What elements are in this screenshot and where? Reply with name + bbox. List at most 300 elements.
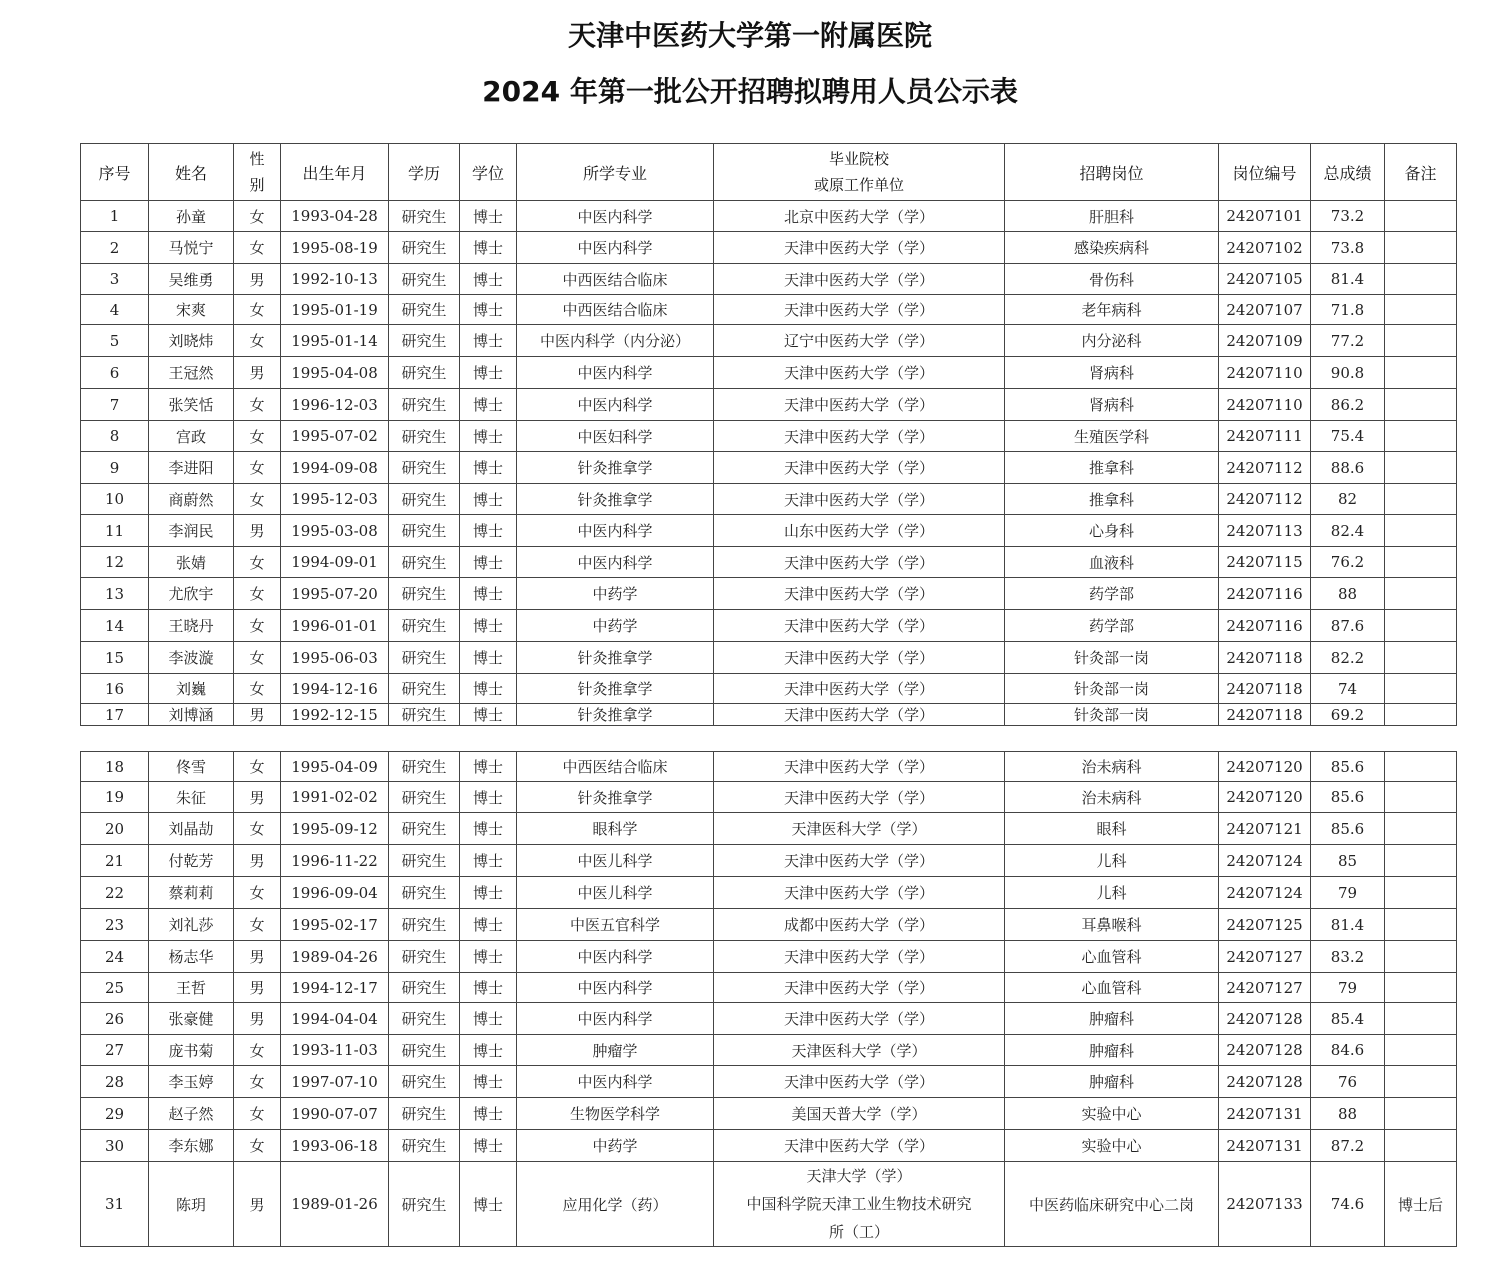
cell-score: 85.6 — [1311, 782, 1385, 813]
cell-score: 81.4 — [1311, 264, 1385, 295]
cell-degree: 博士 — [460, 909, 517, 941]
cell-school: 天津中医药大学（学） — [714, 973, 1005, 1003]
cell-gender: 男 — [234, 515, 281, 547]
cell-score: 85.6 — [1311, 752, 1385, 782]
cell-gender: 女 — [234, 421, 281, 452]
table-row — [81, 578, 1457, 610]
cell-school: 天津中医药大学（学） — [714, 264, 1005, 295]
cell-birth: 1995-02-17 — [281, 909, 389, 941]
cell-position: 针灸部一岗 — [1005, 642, 1219, 674]
table-row — [81, 782, 1457, 813]
cell-major: 生物医学科学 — [517, 1098, 714, 1130]
cell-degree: 博士 — [460, 201, 517, 232]
cell-score: 74 — [1311, 674, 1385, 704]
cell-education: 研究生 — [389, 1130, 460, 1162]
cell-education: 研究生 — [389, 642, 460, 674]
cell-birth: 1996-09-04 — [281, 877, 389, 909]
cell-code: 24207116 — [1219, 610, 1311, 642]
cell-major: 中药学 — [517, 578, 714, 610]
cell-degree: 博士 — [460, 325, 517, 357]
cell-code: 24207115 — [1219, 547, 1311, 578]
cell-note — [1385, 752, 1457, 782]
cell-name: 付乾芳 — [149, 845, 234, 877]
cell-school: 天津中医药大学（学） — [714, 704, 1005, 726]
cell-score: 88 — [1311, 578, 1385, 610]
cell-position: 儿科 — [1005, 877, 1219, 909]
cell-seq: 19 — [81, 782, 149, 813]
cell-birth: 1995-07-20 — [281, 578, 389, 610]
header-school-line1: 毕业院校 — [828, 150, 889, 168]
cell-name: 刘巍 — [149, 674, 234, 704]
cell-education: 研究生 — [389, 909, 460, 941]
cell-position: 感染疾病科 — [1005, 232, 1219, 264]
cell-note — [1385, 578, 1457, 610]
cell-major: 中药学 — [517, 610, 714, 642]
cell-gender: 女 — [234, 578, 281, 610]
cell-note — [1385, 973, 1457, 1003]
cell-code: 24207107 — [1219, 295, 1311, 325]
cell-seq: 4 — [81, 295, 149, 325]
cell-birth: 1993-11-03 — [281, 1035, 389, 1066]
cell-note — [1385, 295, 1457, 325]
cell-birth: 1993-06-18 — [281, 1130, 389, 1162]
cell-birth: 1995-12-03 — [281, 484, 389, 515]
cell-seq: 10 — [81, 484, 149, 515]
cell-name: 商蔚然 — [149, 484, 234, 515]
cell-seq: 14 — [81, 610, 149, 642]
cell-note — [1385, 232, 1457, 264]
header-gender-line1: 性 — [249, 150, 265, 168]
cell-score: 79 — [1311, 877, 1385, 909]
cell-seq: 12 — [81, 547, 149, 578]
cell-score: 75.4 — [1311, 421, 1385, 452]
cell-birth: 1995-04-09 — [281, 752, 389, 782]
page-title: 天津中医药大学第一附属医院 — [567, 19, 932, 52]
cell-gender: 女 — [234, 1130, 281, 1162]
cell-note — [1385, 421, 1457, 452]
cell-name: 刘晓炜 — [149, 325, 234, 357]
cell-note — [1385, 357, 1457, 389]
cell-position: 推拿科 — [1005, 452, 1219, 484]
cell-education: 研究生 — [389, 1035, 460, 1066]
cell-major: 针灸推拿学 — [517, 452, 714, 484]
cell-score: 69.2 — [1311, 704, 1385, 726]
cell-seq: 30 — [81, 1130, 149, 1162]
cell-code: 24207112 — [1219, 452, 1311, 484]
cell-birth: 1994-12-17 — [281, 973, 389, 1003]
cell-seq: 1 — [81, 201, 149, 232]
cell-seq: 26 — [81, 1003, 149, 1035]
cell-position: 心血管科 — [1005, 941, 1219, 973]
cell-gender: 女 — [234, 642, 281, 674]
cell-code: 24207101 — [1219, 201, 1311, 232]
cell-education: 研究生 — [389, 484, 460, 515]
cell-position: 耳鼻喉科 — [1005, 909, 1219, 941]
cell-gender: 女 — [234, 813, 281, 845]
cell-gender: 男 — [234, 782, 281, 813]
header-education: 学历 — [389, 144, 460, 201]
cell-code: 24207127 — [1219, 973, 1311, 1003]
cell-school: 山东中医药大学（学） — [714, 515, 1005, 547]
cell-education: 研究生 — [389, 515, 460, 547]
cell-name: 吴维勇 — [149, 264, 234, 295]
cell-note — [1385, 877, 1457, 909]
cell-major: 应用化学（药） — [517, 1162, 714, 1247]
cell-name: 杨志华 — [149, 941, 234, 973]
cell-school: 天津中医药大学（学） — [714, 877, 1005, 909]
table-row — [81, 295, 1457, 325]
cell-degree: 博士 — [460, 704, 517, 726]
cell-position: 肿瘤科 — [1005, 1066, 1219, 1098]
cell-name: 李波漩 — [149, 642, 234, 674]
cell-position: 针灸部一岗 — [1005, 704, 1219, 726]
cell-gender: 女 — [234, 389, 281, 421]
cell-education: 研究生 — [389, 325, 460, 357]
cell-seq: 29 — [81, 1098, 149, 1130]
cell-position: 肾病科 — [1005, 357, 1219, 389]
cell-school: 天津中医药大学（学） — [714, 1130, 1005, 1162]
cell-code: 24207112 — [1219, 484, 1311, 515]
cell-school: 天津中医药大学（学） — [714, 452, 1005, 484]
cell-seq: 9 — [81, 452, 149, 484]
cell-note — [1385, 484, 1457, 515]
cell-school: 天津中医药大学（学） — [714, 357, 1005, 389]
table-row — [81, 547, 1457, 578]
cell-major: 中药学 — [517, 1130, 714, 1162]
table-row — [81, 1035, 1457, 1066]
cell-score: 85.4 — [1311, 1003, 1385, 1035]
cell-seq: 7 — [81, 389, 149, 421]
cell-major: 眼科学 — [517, 813, 714, 845]
cell-gender: 男 — [234, 357, 281, 389]
cell-score: 76.2 — [1311, 547, 1385, 578]
cell-education: 研究生 — [389, 941, 460, 973]
table-row — [81, 1162, 1457, 1247]
cell-gender: 女 — [234, 1098, 281, 1130]
cell-seq: 24 — [81, 941, 149, 973]
roster-table-part1 — [80, 143, 1457, 726]
cell-position: 实验中心 — [1005, 1098, 1219, 1130]
cell-name: 孙童 — [149, 201, 234, 232]
cell-degree: 博士 — [460, 578, 517, 610]
cell-seq: 17 — [81, 704, 149, 726]
cell-major: 中医内科学 — [517, 389, 714, 421]
cell-code: 24207121 — [1219, 813, 1311, 845]
cell-major: 中医内科学 — [517, 232, 714, 264]
cell-seq: 25 — [81, 973, 149, 1003]
cell-birth: 1993-04-28 — [281, 201, 389, 232]
cell-code: 24207113 — [1219, 515, 1311, 547]
cell-education: 研究生 — [389, 674, 460, 704]
cell-major: 中医内科学 — [517, 1003, 714, 1035]
cell-position: 内分泌科 — [1005, 325, 1219, 357]
cell-birth: 1989-04-26 — [281, 941, 389, 973]
cell-major: 中医儿科学 — [517, 877, 714, 909]
table-row — [81, 704, 1457, 726]
cell-school: 天津中医药大学（学） — [714, 1066, 1005, 1098]
cell-score: 76 — [1311, 1066, 1385, 1098]
cell-name: 李进阳 — [149, 452, 234, 484]
cell-school: 天津中医药大学（学） — [714, 845, 1005, 877]
cell-school: 天津中医药大学（学） — [714, 941, 1005, 973]
cell-degree: 博士 — [460, 452, 517, 484]
cell-major: 针灸推拿学 — [517, 704, 714, 726]
table-row — [81, 909, 1457, 941]
cell-school: 成都中医药大学（学） — [714, 909, 1005, 941]
table-row — [81, 201, 1457, 232]
cell-note — [1385, 704, 1457, 726]
cell-education: 研究生 — [389, 232, 460, 264]
cell-code: 24207118 — [1219, 642, 1311, 674]
cell-seq: 20 — [81, 813, 149, 845]
table-row — [81, 264, 1457, 295]
cell-code: 24207127 — [1219, 941, 1311, 973]
cell-birth: 1994-09-08 — [281, 452, 389, 484]
cell-position: 治未病科 — [1005, 752, 1219, 782]
cell-major: 中医内科学 — [517, 547, 714, 578]
cell-seq: 31 — [81, 1162, 149, 1247]
cell-degree: 博士 — [460, 845, 517, 877]
cell-name: 刘晶劼 — [149, 813, 234, 845]
cell-education: 研究生 — [389, 264, 460, 295]
cell-education: 研究生 — [389, 389, 460, 421]
cell-school: 天津中医药大学（学） — [714, 421, 1005, 452]
cell-education: 研究生 — [389, 752, 460, 782]
header-name: 姓名 — [149, 144, 234, 201]
header-major: 所学专业 — [517, 144, 714, 201]
cell-note — [1385, 515, 1457, 547]
cell-gender: 女 — [234, 1035, 281, 1066]
header-gender-line2: 别 — [249, 176, 265, 194]
cell-birth: 1995-04-08 — [281, 357, 389, 389]
cell-score: 79 — [1311, 973, 1385, 1003]
cell-school: 天津中医药大学（学） — [714, 389, 1005, 421]
cell-major: 中西医结合临床 — [517, 295, 714, 325]
cell-score: 73.2 — [1311, 201, 1385, 232]
table-row — [81, 941, 1457, 973]
cell-birth: 1994-04-04 — [281, 1003, 389, 1035]
cell-note — [1385, 845, 1457, 877]
cell-birth: 1992-10-13 — [281, 264, 389, 295]
cell-code: 24207110 — [1219, 389, 1311, 421]
cell-degree: 博士 — [460, 973, 517, 1003]
cell-education: 研究生 — [389, 295, 460, 325]
cell-school: 天津中医药大学（学） — [714, 674, 1005, 704]
roster-table-part2 — [80, 751, 1457, 1247]
cell-gender: 女 — [234, 484, 281, 515]
cell-note — [1385, 1130, 1457, 1162]
cell-birth: 1995-07-02 — [281, 421, 389, 452]
table-row — [81, 1066, 1457, 1098]
table-header-row — [81, 144, 1457, 201]
table-row — [81, 642, 1457, 674]
cell-note — [1385, 264, 1457, 295]
header-gender — [234, 144, 281, 201]
table-row — [81, 1098, 1457, 1130]
school-line-3: 所（工） — [828, 1223, 889, 1241]
cell-major: 肿瘤学 — [517, 1035, 714, 1066]
cell-position: 儿科 — [1005, 845, 1219, 877]
cell-score: 88.6 — [1311, 452, 1385, 484]
cell-school: 天津医科大学（学） — [714, 1035, 1005, 1066]
cell-degree: 博士 — [460, 1003, 517, 1035]
cell-code: 24207124 — [1219, 877, 1311, 909]
cell-education: 研究生 — [389, 1003, 460, 1035]
cell-score: 74.6 — [1311, 1162, 1385, 1247]
cell-seq: 23 — [81, 909, 149, 941]
cell-degree: 博士 — [460, 357, 517, 389]
cell-note — [1385, 610, 1457, 642]
cell-major: 中西医结合临床 — [517, 264, 714, 295]
cell-seq: 28 — [81, 1066, 149, 1098]
cell-gender: 男 — [234, 1003, 281, 1035]
cell-school: 天津中医药大学（学） — [714, 752, 1005, 782]
table-row — [81, 421, 1457, 452]
cell-degree: 博士 — [460, 1130, 517, 1162]
cell-code: 24207105 — [1219, 264, 1311, 295]
cell-position: 眼科 — [1005, 813, 1219, 845]
cell-seq: 22 — [81, 877, 149, 909]
table-row — [81, 357, 1457, 389]
cell-seq: 2 — [81, 232, 149, 264]
cell-code: 24207131 — [1219, 1130, 1311, 1162]
cell-degree: 博士 — [460, 877, 517, 909]
cell-code: 24207110 — [1219, 357, 1311, 389]
cell-school: 天津中医药大学（学） — [714, 1003, 1005, 1035]
cell-name: 马悦宁 — [149, 232, 234, 264]
cell-birth: 1996-11-22 — [281, 845, 389, 877]
cell-degree: 博士 — [460, 547, 517, 578]
cell-gender: 女 — [234, 201, 281, 232]
table-row — [81, 845, 1457, 877]
cell-name: 庞书菊 — [149, 1035, 234, 1066]
cell-score: 77.2 — [1311, 325, 1385, 357]
cell-education: 研究生 — [389, 421, 460, 452]
cell-score: 87.2 — [1311, 1130, 1385, 1162]
cell-code: 24207109 — [1219, 325, 1311, 357]
cell-school: 北京中医药大学（学） — [714, 201, 1005, 232]
cell-major: 中医内科学 — [517, 973, 714, 1003]
cell-degree: 博士 — [460, 232, 517, 264]
cell-score: 73.8 — [1311, 232, 1385, 264]
table-row — [81, 232, 1457, 264]
cell-degree: 博士 — [460, 1035, 517, 1066]
cell-gender: 女 — [234, 610, 281, 642]
cell-education: 研究生 — [389, 877, 460, 909]
cell-gender: 男 — [234, 845, 281, 877]
cell-degree: 博士 — [460, 1066, 517, 1098]
cell-education: 研究生 — [389, 973, 460, 1003]
cell-note — [1385, 674, 1457, 704]
cell-school: 天津中医药大学（学） — [714, 295, 1005, 325]
cell-birth: 1994-09-01 — [281, 547, 389, 578]
cell-education: 研究生 — [389, 610, 460, 642]
cell-birth: 1996-12-03 — [281, 389, 389, 421]
cell-major: 中医内科学 — [517, 515, 714, 547]
cell-seq: 13 — [81, 578, 149, 610]
cell-gender: 男 — [234, 973, 281, 1003]
cell-seq: 16 — [81, 674, 149, 704]
cell-birth: 1994-12-16 — [281, 674, 389, 704]
cell-degree: 博士 — [460, 941, 517, 973]
cell-score: 81.4 — [1311, 909, 1385, 941]
cell-school: 天津中医药大学（学） — [714, 547, 1005, 578]
cell-gender: 女 — [234, 547, 281, 578]
cell-position: 血液科 — [1005, 547, 1219, 578]
cell-school: 天津中医药大学（学） — [714, 578, 1005, 610]
cell-gender: 女 — [234, 295, 281, 325]
cell-gender: 女 — [234, 325, 281, 357]
cell-education: 研究生 — [389, 1098, 460, 1130]
cell-gender: 男 — [234, 264, 281, 295]
cell-note: 博士后 — [1385, 1162, 1457, 1247]
header-position: 招聘岗位 — [1005, 144, 1219, 201]
cell-position: 肿瘤科 — [1005, 1035, 1219, 1066]
cell-name: 王哲 — [149, 973, 234, 1003]
cell-code: 24207131 — [1219, 1098, 1311, 1130]
cell-gender: 女 — [234, 752, 281, 782]
cell-gender: 男 — [234, 941, 281, 973]
cell-position: 针灸部一岗 — [1005, 674, 1219, 704]
cell-code: 24207120 — [1219, 782, 1311, 813]
cell-name: 朱征 — [149, 782, 234, 813]
cell-seq: 11 — [81, 515, 149, 547]
cell-degree: 博士 — [460, 264, 517, 295]
cell-position: 生殖医学科 — [1005, 421, 1219, 452]
cell-major: 中医内科学（内分泌） — [517, 325, 714, 357]
cell-score: 88 — [1311, 1098, 1385, 1130]
cell-name: 刘博涵 — [149, 704, 234, 726]
cell-birth: 1990-07-07 — [281, 1098, 389, 1130]
cell-major: 中医五官科学 — [517, 909, 714, 941]
header-school-line2: 或原工作单位 — [813, 176, 904, 194]
cell-birth: 1995-01-19 — [281, 295, 389, 325]
cell-degree: 博士 — [460, 813, 517, 845]
cell-school: 天津中医药大学（学） — [714, 610, 1005, 642]
table-row — [81, 389, 1457, 421]
cell-degree: 博士 — [460, 389, 517, 421]
cell-birth: 1995-03-08 — [281, 515, 389, 547]
cell-code: 24207133 — [1219, 1162, 1311, 1247]
cell-birth: 1991-02-02 — [281, 782, 389, 813]
cell-degree: 博士 — [460, 1098, 517, 1130]
table-row — [81, 1003, 1457, 1035]
cell-gender: 男 — [234, 1162, 281, 1247]
table-body-last — [81, 1162, 1457, 1247]
cell-seq: 21 — [81, 845, 149, 877]
cell-seq: 3 — [81, 264, 149, 295]
cell-name: 尤欣宇 — [149, 578, 234, 610]
cell-seq: 18 — [81, 752, 149, 782]
cell-name: 蔡莉莉 — [149, 877, 234, 909]
cell-school: 美国天普大学（学） — [714, 1098, 1005, 1130]
cell-score: 82.4 — [1311, 515, 1385, 547]
cell-education: 研究生 — [389, 357, 460, 389]
cell-school: 天津中医药大学（学） — [714, 484, 1005, 515]
cell-major: 针灸推拿学 — [517, 484, 714, 515]
cell-degree: 博士 — [460, 782, 517, 813]
school-line-2: 中国科学院天津工业生物技术研究 — [746, 1195, 972, 1213]
cell-code: 24207124 — [1219, 845, 1311, 877]
cell-gender: 男 — [234, 704, 281, 726]
cell-note — [1385, 547, 1457, 578]
header-code: 岗位编号 — [1219, 144, 1311, 201]
cell-school — [714, 1162, 1005, 1247]
cell-position: 药学部 — [1005, 578, 1219, 610]
cell-school: 天津医科大学（学） — [714, 813, 1005, 845]
cell-note — [1385, 782, 1457, 813]
cell-degree: 博士 — [460, 674, 517, 704]
